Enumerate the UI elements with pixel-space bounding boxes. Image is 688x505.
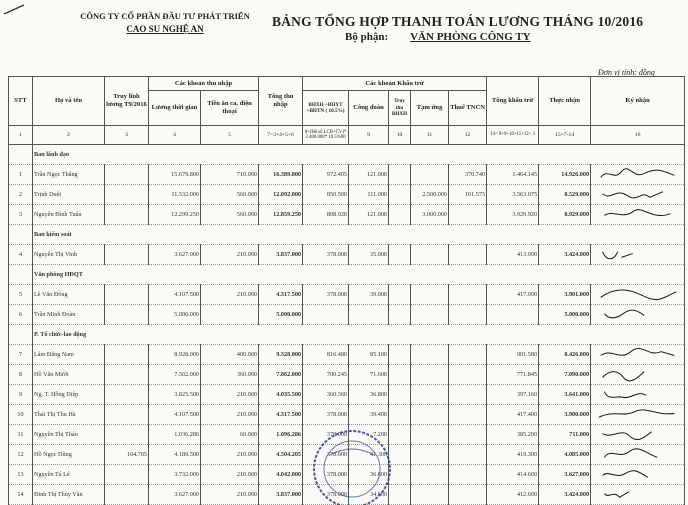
cell-total-deduct: 397.160 [487, 385, 539, 405]
cell-pit [449, 245, 487, 265]
section-title: P. Tổ chức-lao động [33, 325, 685, 345]
cell-total-deduct: 901.580 [487, 345, 539, 365]
cell-total: 1.096.286 [259, 425, 303, 445]
cell-union: 71.600 [349, 365, 389, 385]
cell-stt: 7 [9, 345, 33, 365]
cell-name: Nguyễn Thị Thảo [33, 425, 105, 445]
cell-advance [411, 445, 449, 465]
cell-total-deduct: 1.464.145 [487, 165, 539, 185]
cell-total-deduct: 3.929.920 [487, 205, 539, 225]
section-title: Văn phòng HĐQT [33, 265, 685, 285]
cell-union: 36.600 [349, 465, 389, 485]
cell-union: 36.800 [349, 385, 389, 405]
department-value: VĂN PHÒNG CÔNG TY [410, 31, 531, 43]
cell-union: 111.000 [349, 185, 389, 205]
cell-net: 711.000 [539, 425, 591, 445]
cell-total: 9.328.000 [259, 345, 303, 365]
cell-retro [105, 405, 149, 425]
cell-meal: 210.000 [201, 445, 259, 465]
cell-net: 14.926.000 [539, 165, 591, 185]
signature-cell [591, 425, 685, 445]
signature-cell [591, 205, 685, 225]
cell-meal: 560.000 [201, 205, 259, 225]
cell-ins: 378.000 [303, 245, 349, 265]
cell-net: 3.900.000 [539, 405, 591, 425]
pen-stroke-mark [2, 2, 28, 16]
col-salary-time: Lương thời gian [149, 91, 201, 126]
cell-stt: 2 [9, 185, 33, 205]
cell-pit [449, 485, 487, 505]
cell-total-deduct: 3.563.075 [487, 185, 539, 205]
table-row [9, 305, 685, 325]
cell-ins: 378.000 [303, 405, 349, 425]
cell-salary: 8.928.000 [149, 345, 201, 365]
signature-cell [591, 365, 685, 385]
cell-pit [449, 205, 487, 225]
cell-advance [411, 485, 449, 505]
cell-ins: 378.000 [303, 285, 349, 305]
cell-net: 8.929.000 [539, 205, 591, 225]
cell-retro [105, 165, 149, 185]
cell-stt: 1 [9, 165, 33, 185]
cell-advance [411, 165, 449, 185]
cell-advance: 3.000.000 [411, 205, 449, 225]
company-subname: CAO SU NGHỆ AN [126, 24, 204, 34]
signature-cell [591, 345, 685, 365]
cell-name: Lâm Đăng Nam [33, 345, 105, 365]
signature-cell [591, 165, 685, 185]
cell-retro-bhxh [389, 345, 411, 365]
cell-pit [449, 465, 487, 485]
cell-meal: 210.000 [201, 405, 259, 425]
signature-icon [592, 366, 683, 383]
signature-cell [591, 185, 685, 205]
section-row [9, 265, 685, 285]
cell-total: 3.837.000 [259, 245, 303, 265]
cell-retro [105, 385, 149, 405]
cell-total-deduct [487, 305, 539, 325]
cell-total: 4.317.500 [259, 405, 303, 425]
cell-meal: 210.000 [201, 245, 259, 265]
cell-retro [105, 365, 149, 385]
cell-meal: 210.000 [201, 465, 259, 485]
cell-pit [449, 405, 487, 425]
table-row [9, 185, 685, 205]
cell-retro [105, 245, 149, 265]
cell-salary: 15.679.800 [149, 165, 201, 185]
cell-stt: 8 [9, 365, 33, 385]
col-net: Thực nhận [539, 77, 591, 126]
cell-retro [105, 425, 149, 445]
col-insurance: BHXH +BHYT +BHTN ( 10.5%) [303, 91, 349, 126]
cell-ins: 360.360 [303, 385, 349, 405]
cell-name: Nguyễn Tá Lê [33, 465, 105, 485]
cell-retro [105, 305, 149, 325]
company-seal [308, 425, 396, 505]
cell-ins [303, 305, 349, 325]
signature-icon [592, 286, 683, 303]
cell-name: Trịnh Duệt [33, 185, 105, 205]
cell-net: 4.085.000 [539, 445, 591, 465]
cell-pit: 370.740 [449, 165, 487, 185]
cell-net: 3.424.000 [539, 245, 591, 265]
cell-total: 7.862.000 [259, 365, 303, 385]
col-number: 15=7-14 [539, 126, 591, 145]
cell-meal [201, 305, 259, 325]
signature-cell [591, 305, 685, 325]
cell-retro [105, 485, 149, 505]
cell-pit [449, 445, 487, 465]
cell-retro [105, 185, 149, 205]
col-sign: Ký nhận [591, 77, 685, 126]
signature-cell [591, 405, 685, 425]
cell-net: 7.090.000 [539, 365, 591, 385]
cell-total: 4.035.500 [259, 385, 303, 405]
cell-stt: 13 [9, 465, 33, 485]
cell-net: 3.424.000 [539, 485, 591, 505]
table-row [9, 365, 685, 385]
cell-name: Nguyễn Thị Vinh [33, 245, 105, 265]
cell-net: 3.627.000 [539, 465, 591, 485]
cell-ins: 378.000 [303, 465, 349, 485]
cell-stt: 9 [9, 385, 33, 405]
col-number: 11 [411, 126, 449, 145]
signature-icon [592, 186, 683, 203]
cell-stt: 14 [9, 485, 33, 505]
cell-total-deduct: 417.400 [487, 405, 539, 425]
col-number: 5 [201, 126, 259, 145]
cell-total: 4.317.500 [259, 285, 303, 305]
col-retro: Truy lĩnh lương T9/2016 [105, 77, 149, 126]
section-title: Ban lãnh đạo [33, 145, 685, 165]
cell-name: Lê Văn Đông [33, 285, 105, 305]
cell-name: Trần Ngọc Thắng [33, 165, 105, 185]
cell-total: 16.389.800 [259, 165, 303, 185]
cell-total-deduct: 419.300 [487, 445, 539, 465]
cell-stt: 12 [9, 445, 33, 465]
cell-meal: 210.000 [201, 285, 259, 305]
cell-stt: 5 [9, 285, 33, 305]
cell-retro [105, 285, 149, 305]
cell-total-deduct: 417.000 [487, 285, 539, 305]
cell-advance [411, 405, 449, 425]
cell-salary: 12.299.250 [149, 205, 201, 225]
cell-ins: 700.245 [303, 365, 349, 385]
cell-total-deduct: 414.600 [487, 465, 539, 485]
cell-pit [449, 285, 487, 305]
section-title: Ban kiểm soát [33, 225, 685, 245]
cell-name: Trần Minh Đoàn [33, 305, 105, 325]
cell-union: 85.100 [349, 345, 389, 365]
col-number: 1 [9, 126, 33, 145]
cell-total-deduct: 413.000 [487, 245, 539, 265]
cell-salary: 3.627.000 [149, 245, 201, 265]
cell-total: 4.504.205 [259, 445, 303, 465]
cell-name: Ng. T. Hồng Diệp [33, 385, 105, 405]
document-title: BẢNG TỔNG HỢP THANH TOÁN LƯƠNG THÁNG 10/2016 [272, 14, 644, 29]
cell-retro [105, 465, 149, 485]
cell-salary: 5.000.000 [149, 305, 201, 325]
table-row [9, 165, 685, 185]
cell-advance [411, 385, 449, 405]
col-pit: Thuế TNCN [449, 91, 487, 126]
signature-icon [592, 426, 683, 443]
col-number: 2 [33, 126, 105, 145]
cell-union [349, 305, 389, 325]
cell-ins: 378.000 [303, 485, 349, 505]
cell-meal: 360.000 [201, 365, 259, 385]
cell-advance [411, 305, 449, 325]
signature-icon [592, 166, 683, 183]
cell-name: Thái Thị Thu Hà [33, 405, 105, 425]
cell-meal: 710.000 [201, 165, 259, 185]
signature-icon [592, 446, 683, 463]
cell-total: 12.859.250 [259, 205, 303, 225]
cell-total: 5.000.000 [259, 305, 303, 325]
company-header [50, 10, 280, 36]
cell-retro-bhxh [389, 285, 411, 305]
cell-union: 121.000 [349, 205, 389, 225]
cell-total-deduct: 385.200 [487, 425, 539, 445]
cell-advance [411, 425, 449, 445]
cell-net: 3.641.000 [539, 385, 591, 405]
cell-retro: 104.705 [105, 445, 149, 465]
cell-total: 4.042.000 [259, 465, 303, 485]
col-number: 4 [149, 126, 201, 145]
section-cell [9, 265, 33, 285]
table-row [9, 205, 685, 225]
signature-icon [592, 406, 683, 423]
cell-salary: 7.502.000 [149, 365, 201, 385]
cell-ins: 378.000 [303, 445, 349, 465]
cell-pit [449, 385, 487, 405]
cell-total: 3.837.000 [259, 485, 303, 505]
cell-stt: 3 [9, 205, 33, 225]
section-cell [9, 225, 33, 245]
cell-ins: 808.920 [303, 205, 349, 225]
signature-cell [591, 485, 685, 505]
cell-meal: 210.000 [201, 485, 259, 505]
col-number: 8=(Hệ số LCB+CV)* 2.400.000* 10.5%00 [303, 126, 349, 145]
cell-union: 41.300 [349, 445, 389, 465]
cell-salary: 3.825.500 [149, 385, 201, 405]
cell-retro [105, 205, 149, 225]
department-label: Bộ phận: [345, 31, 389, 43]
signature-icon [592, 246, 683, 263]
cell-stt: 11 [9, 425, 33, 445]
cell-retro-bhxh [389, 305, 411, 325]
col-number: 7=3+4+5+6 [259, 126, 303, 145]
signature-icon [592, 486, 683, 503]
cell-name: Hồ Ngọc Dũng [33, 445, 105, 465]
cell-pit [449, 365, 487, 385]
cell-advance [411, 365, 449, 385]
signature-cell [591, 465, 685, 485]
signature-icon [592, 386, 683, 403]
col-union: Công đoàn [349, 91, 389, 126]
col-retro-bhxh: Truy thu BHXH [389, 91, 411, 126]
cell-net: 8.529.000 [539, 185, 591, 205]
cell-total: 12.092.000 [259, 185, 303, 205]
signature-cell [591, 285, 685, 305]
cell-retro-bhxh [389, 405, 411, 425]
cell-retro-bhxh [389, 365, 411, 385]
cell-salary: 1.036.286 [149, 425, 201, 445]
cell-salary: 11.532.000 [149, 185, 201, 205]
cell-name: Nguyễn Đình Tuấn [33, 205, 105, 225]
section-row [9, 325, 685, 345]
cell-advance [411, 465, 449, 485]
department-line [345, 31, 531, 43]
section-cell [9, 145, 33, 165]
cell-pit [449, 345, 487, 365]
cell-retro-bhxh [389, 185, 411, 205]
col-total-income: Tổng thu nhập [259, 77, 303, 126]
cell-retro-bhxh [389, 245, 411, 265]
signature-cell [591, 385, 685, 405]
cell-union: 121.000 [349, 165, 389, 185]
cell-union: 35.000 [349, 245, 389, 265]
cell-union: 7.200 [349, 425, 389, 445]
col-number: 10 [389, 126, 411, 145]
signature-icon [592, 466, 683, 483]
cell-total-deduct: 412.600 [487, 485, 539, 505]
cell-retro-bhxh [389, 205, 411, 225]
cell-net: 8.426.000 [539, 345, 591, 365]
cell-retro-bhxh [389, 165, 411, 185]
signature-cell [591, 445, 685, 465]
cell-ins: 816.480 [303, 345, 349, 365]
col-advance: Tạm ứng [411, 91, 449, 126]
column-number-row [9, 126, 685, 145]
cell-ins: 378.000 [303, 425, 349, 445]
cell-stt: 6 [9, 305, 33, 325]
cell-retro [105, 345, 149, 365]
cell-advance [411, 345, 449, 365]
signature-cell [591, 245, 685, 265]
signature-icon [592, 206, 683, 223]
cell-total-deduct: 771.845 [487, 365, 539, 385]
cell-salary: 4.107.500 [149, 405, 201, 425]
cell-ins: 972.405 [303, 165, 349, 185]
section-row [9, 225, 685, 245]
cell-name: Hồ Văn Mười [33, 365, 105, 385]
col-number: 16 [591, 126, 685, 145]
col-group-deduct: Các khoản Khấu trừ [303, 77, 487, 91]
section-row [9, 145, 685, 165]
signature-icon [592, 306, 683, 323]
cell-advance [411, 285, 449, 305]
col-number: 14= 8+9+10+11+12+ 3 [487, 126, 539, 145]
cell-union: 39.400 [349, 405, 389, 425]
col-number: 3 [105, 126, 149, 145]
currency-unit: Đơn vị tính: đồng [598, 68, 655, 77]
table-row [9, 405, 685, 425]
cell-meal: 560.000 [201, 185, 259, 205]
cell-pit [449, 425, 487, 445]
col-stt: STT [9, 77, 33, 126]
col-meal-phone: Tiền ăn ca, điện thoại [201, 91, 259, 126]
section-cell [9, 325, 33, 345]
cell-salary: 3.732.000 [149, 465, 201, 485]
col-number: 9 [349, 126, 389, 145]
cell-union: 39.000 [349, 285, 389, 305]
cell-union: 34.600 [349, 485, 389, 505]
cell-meal: 400.000 [201, 345, 259, 365]
col-name: Họ và tên [33, 77, 105, 126]
cell-meal: 60.000 [201, 425, 259, 445]
table-row [9, 245, 685, 265]
cell-stt: 4 [9, 245, 33, 265]
col-total-deduct: Tổng khấu trừ [487, 77, 539, 126]
col-group-income: Các khoản thu nhập [149, 77, 259, 91]
cell-name: Đinh Thị Thùy Vân [33, 485, 105, 505]
company-name: CÔNG TY CỔ PHẦN ĐẦU TƯ PHÁT TRIỂN [80, 11, 250, 21]
cell-ins: 850.500 [303, 185, 349, 205]
cell-net: 3.901.000 [539, 285, 591, 305]
cell-retro-bhxh [389, 385, 411, 405]
table-row [9, 385, 685, 405]
cell-stt: 10 [9, 405, 33, 425]
cell-salary: 3.627.000 [149, 485, 201, 505]
cell-meal: 210.000 [201, 385, 259, 405]
cell-advance: 2.500.000 [411, 185, 449, 205]
signature-icon [592, 346, 683, 363]
col-number: 12 [449, 126, 487, 145]
cell-net: 5.000.000 [539, 305, 591, 325]
table-row [9, 285, 685, 305]
table-row [9, 345, 685, 365]
cell-advance [411, 245, 449, 265]
cell-salary: 4.107.500 [149, 285, 201, 305]
cell-pit [449, 305, 487, 325]
cell-pit: 101.575 [449, 185, 487, 205]
cell-salary: 4.189.500 [149, 445, 201, 465]
